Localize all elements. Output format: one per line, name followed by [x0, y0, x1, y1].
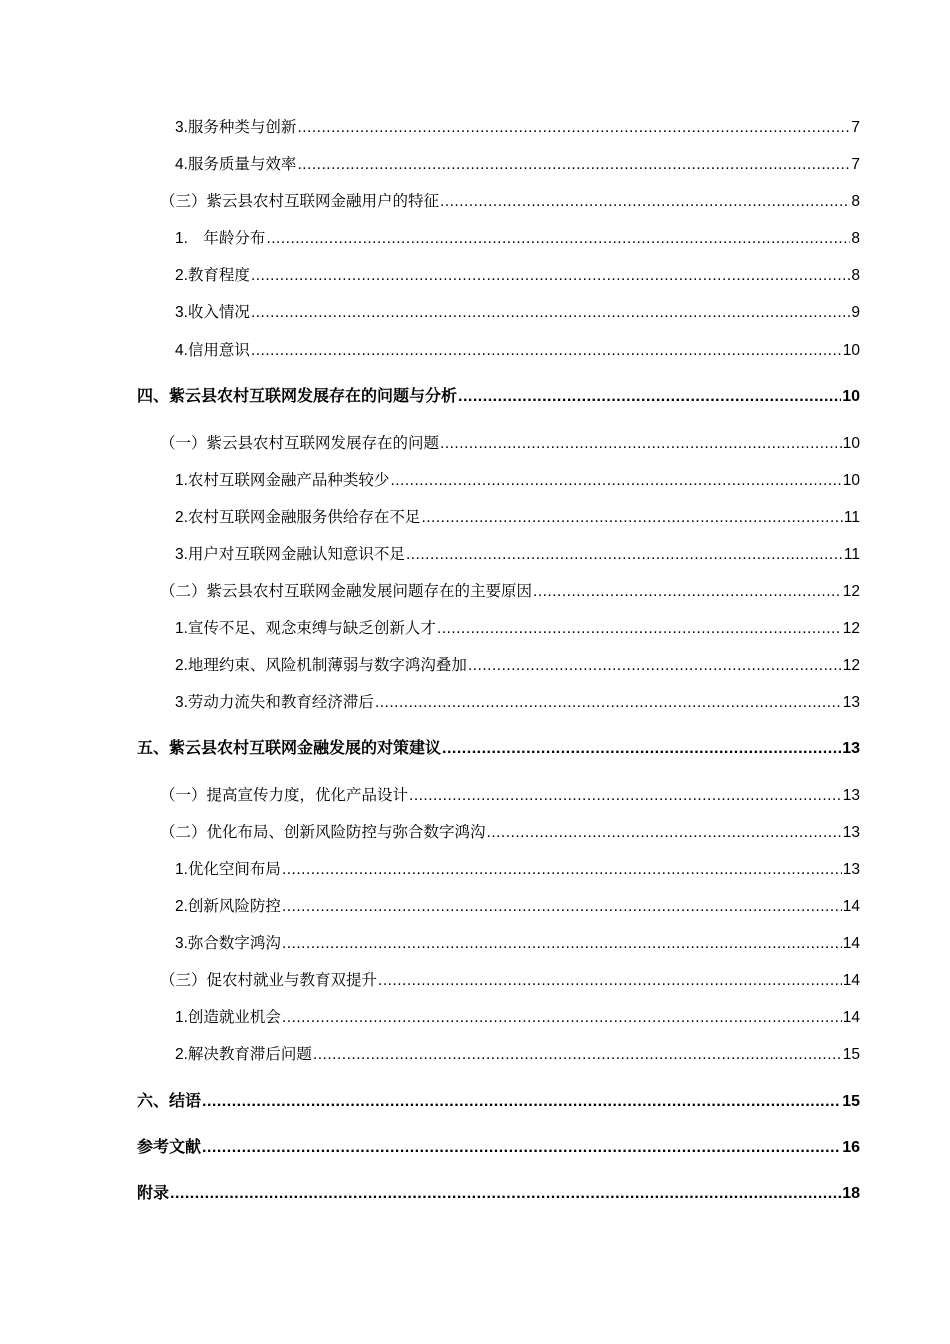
toc-entry-title: 1. 年龄分布 [175, 230, 266, 247]
toc-page-number: 14 [842, 972, 860, 989]
toc-dot-leader [378, 971, 842, 991]
toc-dot-leader [282, 934, 842, 954]
toc-dot-leader [202, 1138, 841, 1158]
toc-entry-title: 1.创造就业机会 [175, 1009, 281, 1026]
toc-dot-leader [437, 619, 842, 639]
toc-entry-title: 1.农村互联网金融产品种类较少 [175, 472, 390, 489]
toc-page-number: 13 [842, 861, 860, 878]
toc-dot-leader [421, 508, 842, 528]
toc-page-number: 8 [851, 193, 860, 210]
toc-dot-leader [487, 823, 842, 843]
toc-entry-title: 附录 [137, 1185, 170, 1202]
toc-entry[interactable] [137, 739, 860, 759]
toc-page-number: 10 [842, 342, 860, 359]
toc-entry-title: 1.优化空间布局 [175, 861, 281, 878]
toc-entry-title: 3.服务种类与创新 [175, 119, 297, 136]
toc-entry[interactable] [175, 897, 860, 917]
toc-entry-title: 1.宣传不足、观念束缚与缺乏创新人才 [175, 620, 436, 637]
toc-entry[interactable] [137, 387, 860, 407]
toc-entry[interactable] [175, 934, 860, 954]
toc-entry-title: 2.创新风险防控 [175, 898, 281, 915]
toc-entry-title: 3.用户对互联网金融认知意识不足 [175, 546, 405, 563]
toc-entry[interactable] [160, 786, 860, 806]
toc-entry[interactable] [175, 341, 860, 361]
toc-entry-title: （一）提高宣传力度，优化产品设计 [160, 787, 409, 804]
toc-entry-title: 2.教育程度 [175, 267, 250, 284]
toc-dot-leader [251, 303, 850, 323]
toc-page-number: 10 [842, 435, 860, 452]
toc-entry[interactable] [175, 860, 860, 880]
toc-entry-title: 4.服务质量与效率 [175, 156, 297, 173]
toc-entry-title: 五、紫云县农村互联网金融发展的对策建议 [137, 740, 442, 757]
toc-entry-title: 六、结语 [137, 1093, 202, 1110]
toc-page-number: 11 [843, 509, 860, 526]
toc-entry-title: 2.地理约束、风险机制薄弱与数字鸿沟叠加 [175, 657, 467, 674]
toc-dot-leader [297, 155, 850, 175]
toc-dot-leader [406, 545, 843, 565]
toc-entry[interactable] [137, 1092, 860, 1112]
toc-entry[interactable] [175, 619, 860, 639]
toc-page-number: 7 [851, 156, 860, 173]
toc-dot-leader [282, 897, 842, 917]
toc-entry-title: 2.农村互联网金融服务供给存在不足 [175, 509, 421, 526]
toc-page-number: 9 [851, 304, 860, 321]
toc-entry-title: 3.弥合数字鸿沟 [175, 935, 281, 952]
toc-page-number: 15 [842, 1046, 860, 1063]
toc-page-number: 7 [851, 119, 860, 136]
toc-dot-leader [282, 860, 842, 880]
toc-dot-leader [390, 471, 841, 491]
toc-page-number: 16 [842, 1139, 860, 1156]
toc-page-number: 8 [851, 267, 860, 284]
toc-page-number: 14 [842, 1009, 860, 1026]
toc-dot-leader [440, 434, 842, 454]
toc-page-number: 12 [842, 620, 860, 637]
toc-entry[interactable] [175, 656, 860, 676]
toc-entry[interactable] [175, 266, 860, 286]
toc-dot-leader [375, 693, 842, 713]
toc-page-number: 13 [842, 694, 860, 711]
toc-entry-title: （三）促农村就业与教育双提升 [160, 972, 378, 989]
toc-entry-title: 3.收入情况 [175, 304, 250, 321]
toc-entry[interactable] [137, 1184, 860, 1204]
toc-entry[interactable] [175, 545, 860, 565]
toc-entry-title: （二）优化布局、创新风险防控与弥合数字鸿沟 [160, 824, 486, 841]
toc-entry[interactable] [175, 508, 860, 528]
toc-page-number: 10 [842, 388, 860, 405]
toc-dot-leader [313, 1045, 842, 1065]
toc-entry[interactable] [160, 192, 860, 212]
toc-dot-leader [440, 192, 850, 212]
toc-entry[interactable] [175, 155, 860, 175]
toc-dot-leader [251, 341, 842, 361]
toc-dot-leader [468, 656, 842, 676]
toc-entry[interactable] [160, 434, 860, 454]
toc-entry[interactable] [175, 118, 860, 138]
toc-page-number: 8 [851, 230, 860, 247]
toc-page-number: 12 [842, 657, 860, 674]
toc-page-number: 18 [842, 1185, 860, 1202]
toc-entry-title: 4.信用意识 [175, 342, 250, 359]
toc-dot-leader [458, 387, 841, 407]
toc-page-number: 11 [843, 546, 860, 563]
toc-entry-title: 3.劳动力流失和教育经济滞后 [175, 694, 374, 711]
toc-dot-leader [409, 786, 842, 806]
toc-entry[interactable] [175, 471, 860, 491]
toc-page-number: 13 [842, 787, 860, 804]
toc-page-number: 10 [842, 472, 860, 489]
toc-dot-leader [297, 118, 850, 138]
toc-entry-title: 参考文献 [137, 1139, 202, 1156]
toc-dot-leader [442, 739, 841, 759]
toc-dot-leader [170, 1184, 841, 1204]
toc-entry[interactable] [160, 971, 860, 991]
toc-entry[interactable] [160, 582, 860, 602]
toc-dot-leader [266, 229, 850, 249]
toc-entry[interactable] [137, 1138, 860, 1158]
toc-entry[interactable] [160, 823, 860, 843]
toc-entry-title: 2.解决教育滞后问题 [175, 1046, 312, 1063]
toc-dot-leader [251, 266, 850, 286]
toc-entry[interactable] [175, 229, 860, 249]
toc-dot-leader [533, 582, 842, 602]
toc-entry-title: 四、紫云县农村互联网发展存在的问题与分析 [137, 388, 458, 405]
toc-entry[interactable] [175, 303, 860, 323]
toc-entry[interactable] [175, 693, 860, 713]
toc-page-number: 12 [842, 583, 860, 600]
toc-page-number: 15 [842, 1093, 860, 1110]
toc-dot-leader [282, 1008, 842, 1028]
toc-page-number: 13 [842, 824, 860, 841]
toc-page-number: 13 [842, 740, 860, 757]
toc-entry-title: （二）紫云县农村互联网金融发展问题存在的主要原因 [160, 583, 533, 600]
toc-dot-leader [202, 1092, 841, 1112]
toc-entry-title: （三）紫云县农村互联网金融用户的特征 [160, 193, 440, 210]
toc-page-number: 14 [842, 935, 860, 952]
toc-entry[interactable] [175, 1008, 860, 1028]
toc-entry[interactable] [175, 1045, 860, 1065]
toc-page-number: 14 [842, 898, 860, 915]
toc-entry-title: （一）紫云县农村互联网发展存在的问题 [160, 435, 440, 452]
